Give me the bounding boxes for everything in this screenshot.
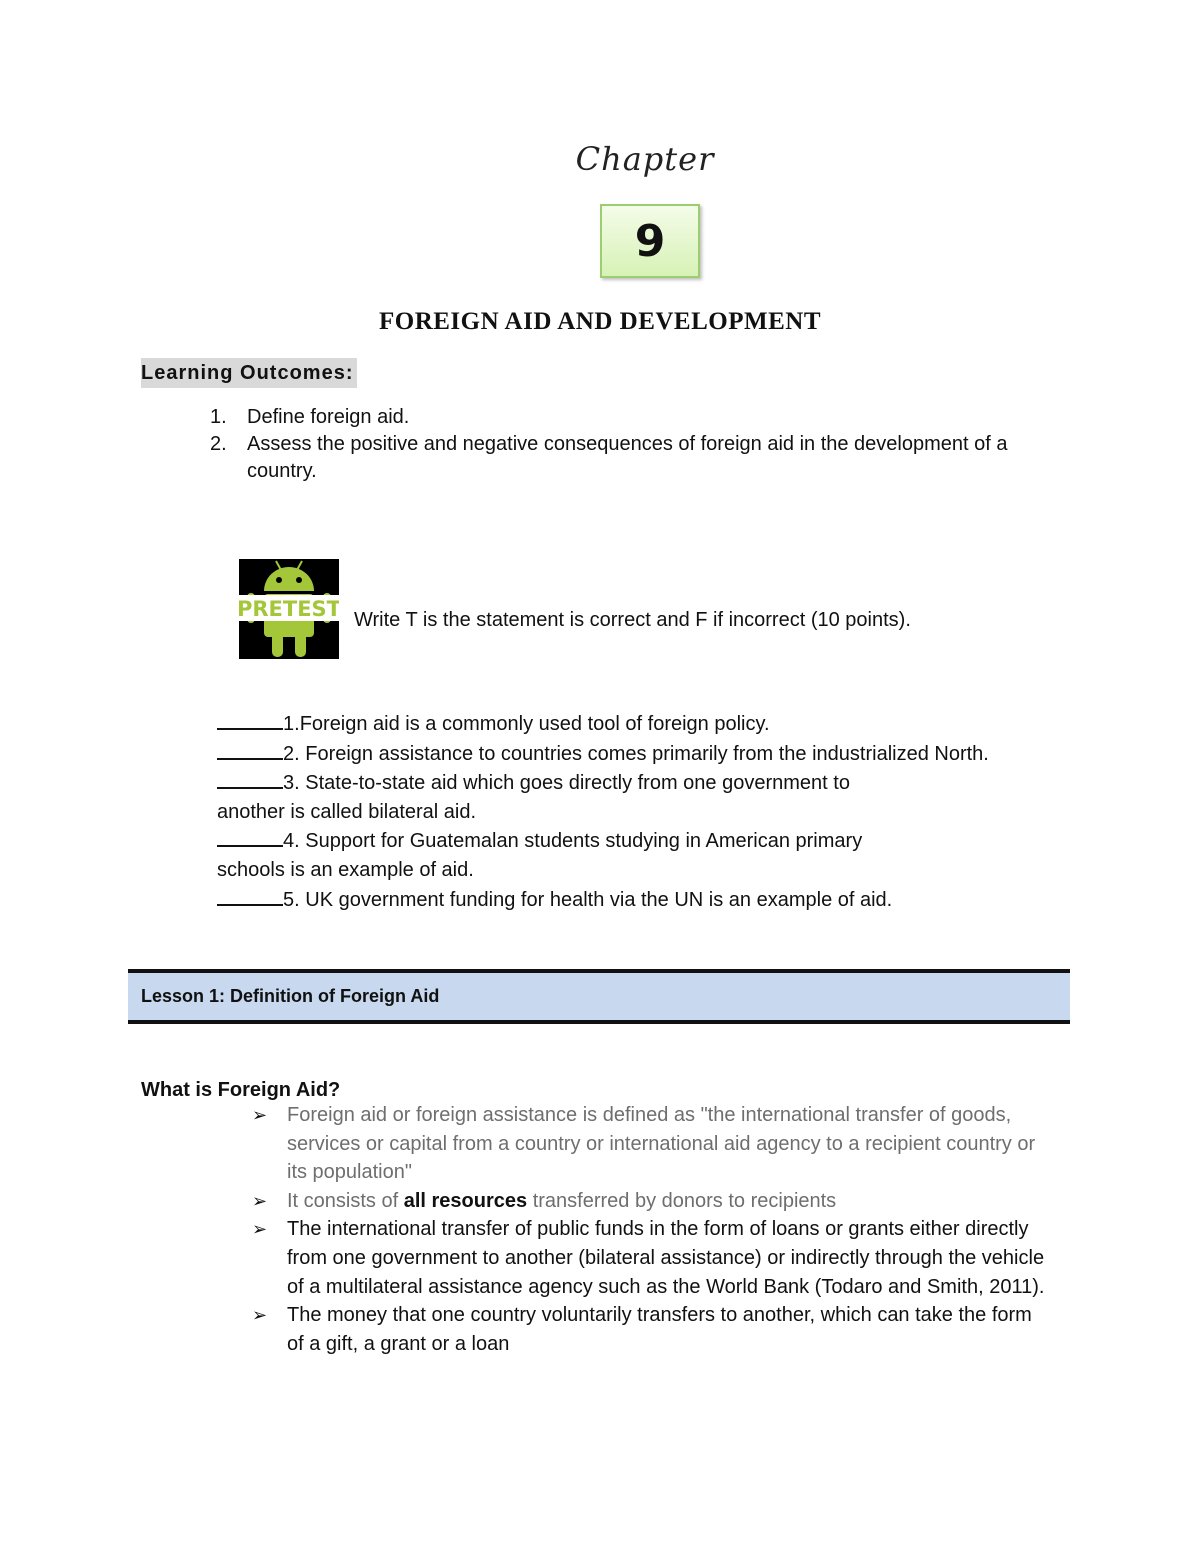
- bold-text: all resources: [403, 1189, 528, 1212]
- pretest-badge-text: PRETEST: [239, 597, 339, 621]
- question-item: [217, 709, 1077, 739]
- chapter-number-box: 9: [600, 204, 700, 278]
- question-text: Foreign assistance to countries comes primarily from the industrialized North.: [299, 742, 989, 765]
- question-number: 2.: [283, 742, 300, 765]
- question-text: Support for Guatemalan students studying in American primary schools is an example of aid.: [217, 830, 863, 881]
- chapter-label: Chapter: [575, 140, 715, 178]
- list-item: [252, 1215, 1052, 1301]
- question-number: 5.: [283, 888, 300, 911]
- arrow-bullet-icon: ➢: [252, 1105, 268, 1125]
- list-item: [252, 1301, 1052, 1358]
- lesson-heading-band: Lesson 1: Definition of Foreign Aid: [128, 969, 1070, 1024]
- list-text: Define foreign aid.: [247, 406, 410, 428]
- answer-blank[interactable]: [217, 885, 283, 906]
- pretest-questions: [217, 709, 1077, 914]
- list-number: 1.: [210, 406, 227, 428]
- list-number: 2.: [210, 433, 227, 455]
- list-text: Foreign aid or foreign assistance is defined as "the international transfer of goods, services or capital from a country or international aid agency to a recipient country or its population": [287, 1104, 1036, 1184]
- question-number: 3.: [283, 772, 300, 795]
- question-number: 1.: [283, 713, 300, 735]
- question-item: [217, 885, 1077, 915]
- list-text: The money that one country voluntarily transfers to another, which can take the form of a gift, a grant or a loan: [287, 1304, 1032, 1355]
- question-item: [217, 826, 917, 884]
- list-item: [252, 1187, 1052, 1216]
- page-title: FOREIGN AID AND DEVELOPMENT: [378, 308, 821, 335]
- answer-blank[interactable]: [217, 739, 283, 760]
- definition-list: [252, 1101, 1052, 1358]
- question-text: Foreign aid is a commonly used tool of foreign policy.: [299, 713, 770, 735]
- section-heading: What is Foreign Aid?: [141, 1079, 341, 1101]
- question-text: State-to-state aid which goes directly from one government to another is called bilateral aid.: [217, 772, 850, 823]
- answer-blank[interactable]: [217, 768, 283, 789]
- arrow-bullet-icon: ➢: [252, 1219, 268, 1240]
- list-text: Assess the positive and negative consequences of foreign aid in the development of a country.: [247, 433, 1008, 482]
- list-item: [252, 1101, 1052, 1187]
- android-robot-icon: [239, 559, 339, 659]
- pretest-android-icon: [239, 559, 339, 659]
- learning-outcomes-heading: Learning Outcomes:: [141, 358, 357, 388]
- arrow-bullet-icon: ➢: [252, 1305, 268, 1326]
- learning-outcomes-list: [210, 404, 1070, 485]
- pretest-instruction: Write T is the statement is correct and F if incorrect (10 points).: [354, 609, 911, 631]
- arrow-bullet-icon: ➢: [252, 1190, 268, 1211]
- question-number: 4.: [283, 830, 300, 853]
- list-item: [210, 431, 1070, 485]
- question-item: [217, 739, 1077, 769]
- list-text: The international transfer of public funds in the form of loans or grants either directly from one government to another (bilateral assistance) or indirectly through the vehicle of a multilateral assistance agency such as the World Bank (Todaro and Smith, 2011).: [287, 1218, 1045, 1298]
- answer-blank[interactable]: [217, 826, 283, 847]
- list-item: [210, 404, 1070, 431]
- text-segment: It consists of: [287, 1189, 404, 1212]
- list-text: [287, 1187, 836, 1216]
- answer-blank[interactable]: [217, 709, 283, 730]
- text-segment: transferred by donors to recipients: [527, 1189, 837, 1212]
- question-text: UK government funding for health via the UN is an example of aid.: [299, 888, 893, 911]
- question-item: [217, 768, 907, 826]
